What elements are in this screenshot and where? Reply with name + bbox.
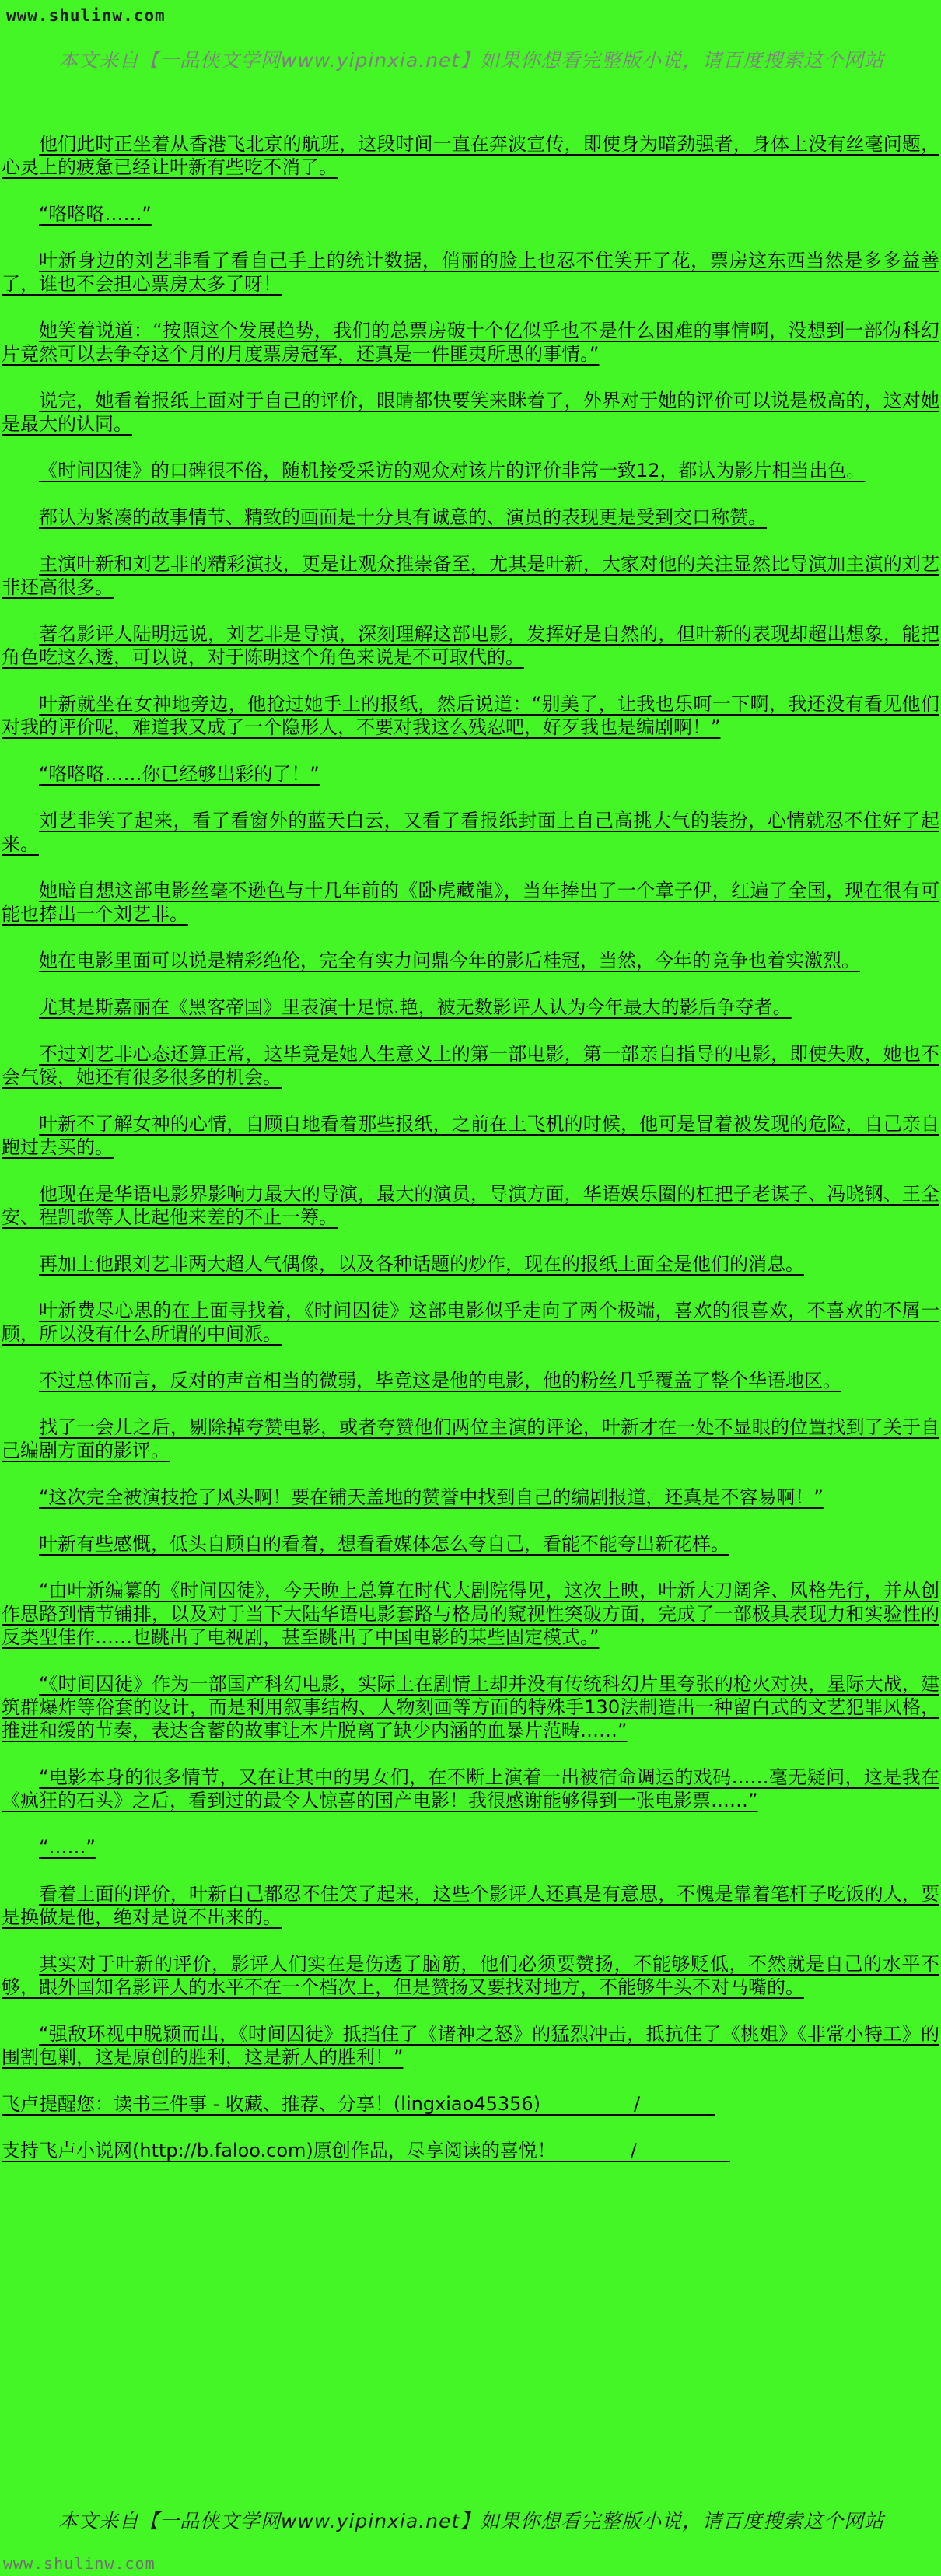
- site-url-bottom: www.shulinw.com: [3, 2554, 156, 2573]
- notice-trail-underline: /: [555, 2140, 730, 2161]
- novel-paragraph: “电影本身的很多情节，又在让其中的男女们，在不断上演着一出被宿命调运的戏码……毫无疑问，这是我在《疯狂的石头》之后，看到过的最令人惊喜的国产电影！我很感谢能够得到一张电影票……”: [2, 1766, 939, 1811]
- novel-paragraph: “咯咯咯……你已经够出彩的了！”: [39, 763, 320, 785]
- novel-paragraph: 刘艺非笑了起来，看了看窗外的蓝天白云，又看了看报纸封面上自己高挑大气的装扮，心情就忍不住好了起来。: [2, 810, 939, 855]
- novel-paragraph: “强敌环视中脱颖而出，《时间囚徒》抵挡住了《诸神之怒》的猛烈冲击，抵抗住了《桃姐》《非常小特工》的围割包剿，这是原创的胜利，这是新人的胜利！”: [2, 2023, 939, 2068]
- novel-paragraph: 找了一会儿之后，剔除掉夸赞电影，或者夸赞他们两位主演的评论，叶新才在一处不显眼的位置找到了关于自己编剧方面的影评。: [2, 1416, 939, 1461]
- novel-paragraph: 看着上面的评价，叶新自己都忍不住笑了起来，这些个影评人还真是有意思，不愧是靠着笔杆子吃饭的人，要是换做是他，绝对是说不出来的。: [2, 1883, 939, 1928]
- novel-paragraph: “《时间囚徒》作为一部国产科幻电影，实际上在剧情上却并没有传统科幻片里夸张的枪火对决，星际大战，建筑群爆炸等俗套的设计，而是利用叙事结构、人物刻画等方面的特殊手130法制造出一种留白式的文艺犯罪风格，推进和缓的节奏，表达含蓄的故事让本片脱离了缺少内涵的血暴片范畴……”: [2, 1673, 939, 1741]
- novel-paragraph: 说完，她看着报纸上面对于自己的评价，眼睛都快要笑来眯着了，外界对于她的评价可以说是极高的，这对她是最大的认同。: [2, 390, 939, 435]
- novel-paragraph: “咯咯咯……”: [39, 203, 152, 225]
- novel-paragraph: 主演叶新和刘艺非的精彩演技，更是让观众推崇备至，尤其是叶新，大家对他的关注显然比导演加主演的刘艺非还高很多。: [2, 553, 939, 598]
- novel-paragraph: 她笑着说道：“按照这个发展趋势，我们的总票房破十个亿似乎也不是什么困难的事情啊，没想到一部伪科幻片竟然可以去争夺这个月的月度票房冠军，还真是一件匪夷所思的事情。”: [2, 320, 939, 365]
- watermark-bottom: 本文来自【一品侠文学网www.yipinxia.net】如果你想看完整版小说，请百度搜索这个网站: [58, 2510, 885, 2532]
- novel-paragraph: 著名影评人陆明远说，刘艺非是导演，深刻理解这部电影，发挥好是自然的，但叶新的表现却超出想象，能把角色吃这么透，可以说，对于陈明这个角色来说是不可取代的。: [2, 623, 939, 668]
- novel-paragraph: 叶新就坐在女神地旁边，他抢过她手上的报纸，然后说道：“别美了，让我也乐呵一下啊，我还没有看见他们对我的评价呢，难道我又成了一个隐形人，不要对我这么残忍吧，好歹我也是编剧啊！”: [2, 693, 939, 738]
- notice-line: [0, 2139, 941, 2162]
- notice-trail-underline: /: [540, 2093, 715, 2115]
- novel-paragraph: 他现在是华语电影界影响力最大的导演，最大的演员，导演方面，华语娱乐圈的杠把子老谋子、冯晓钢、王全安、程凯歌等人比起他来差的不止一筹。: [2, 1183, 939, 1228]
- novel-paragraph: 不过刘艺非心态还算正常，这毕竟是她人生意义上的第一部电影，第一部亲自指导的电影，即使失败，她也不会气馁，她还有很多很多的机会。: [2, 1043, 939, 1088]
- watermark-top: 本文来自【一品侠文学网www.yipinxia.net】如果你想看完整版小说，请百度搜索这个网站: [58, 49, 885, 72]
- novel-paragraph: 其实对于叶新的评价，影评人们实在是伤透了脑筋，他们必须要赞扬，不能够贬低，不然就是自己的水平不够，跟外国知名影评人的水平不在一个档次上，但是赞扬又要找对地方，不能够牛头不对马嘴的。: [2, 1953, 939, 1998]
- novel-paragraph: 都认为紧凑的故事情节、精致的画面是十分具有诚意的、演员的表现更是受到交口称赞。: [39, 506, 767, 528]
- novel-paragraph: “由叶新编纂的《时间囚徒》，今天晚上总算在时代大剧院得见，这次上映，叶新大刀阔斧、风格先行，并从创作思路到情节铺排，以及对于当下大陆华语电影套路与格局的窥视性突破方面，完成了一部极具表现力和实验性的反类型佳作……也跳出了电视剧，甚至跳出了中国电影的某些固定模式。”: [2, 1580, 939, 1648]
- novel-paragraph: 叶新不了解女神的心情，自顾自地看着那些报纸，之前在上飞机的时候，他可是冒着被发现的危险，自己亲自跑过去买的。: [2, 1113, 939, 1158]
- novel-paragraph: 再加上他跟刘艺非两大超人气偶像，以及各种话题的炒作，现在的报纸上面全是他们的消息。: [39, 1253, 804, 1275]
- site-url-top: www.shulinw.com: [6, 6, 166, 25]
- novel-paragraph: “……”: [39, 1836, 96, 1858]
- novel-paragraph: 叶新有些感慨，低头自顾自的看着，想看看媒体怎么夸自己，看能不能夸出新花样。: [39, 1533, 729, 1555]
- novel-content: [0, 132, 941, 2186]
- notice-line: [0, 2092, 941, 2116]
- novel-paragraph: 她在电影里面可以说是精彩绝伦，完全有实力问鼎今年的影后桂冠，当然，今年的竞争也着实激烈。: [39, 950, 860, 971]
- novel-paragraph: 不过总体而言，反对的声音相当的微弱，毕竟这是他的电影，他的粉丝几乎覆盖了整个华语地区。: [39, 1370, 841, 1391]
- novel-paragraph: 叶新费尽心思的在上面寻找着，《时间囚徒》这部电影似乎走向了两个极端，喜欢的很喜欢，不喜欢的不屑一顾，所以没有什么所谓的中间派。: [2, 1300, 939, 1345]
- novel-paragraph: 叶新身边的刘艺非看了看自己手上的统计数据，俏丽的脸上也忍不住笑开了花，票房这东西当然是多多益善了，谁也不会担心票房太多了呀！: [2, 250, 939, 295]
- novel-paragraph: 《时间囚徒》的口碑很不俗，随机接受采访的观众对该片的评价非常一致12，都认为影片相当出色。: [39, 460, 866, 481]
- notice-text: 飞卢提醒您：读书三件事 - 收藏、推荐、分享！(lingxiao45356): [2, 2093, 541, 2115]
- novel-paragraph: 他们此时正坐着从香港飞北京的航班，这段时间一直在奔波宣传，即使身为暗劲强者，身体上没有丝毫问题，心灵上的疲惫已经让叶新有些吃不消了。: [2, 133, 939, 178]
- novel-paragraph: 她暗自想这部电影丝毫不逊色与十几年前的《卧虎藏龍》，当年捧出了一个章子伊，红遍了全国，现在很有可能也捧出一个刘艺非。: [2, 880, 939, 925]
- novel-paragraph: “这次完全被演技抢了风头啊！要在铺天盖地的赞誉中找到自己的编剧报道，还真是不容易啊！”: [39, 1486, 824, 1508]
- notice-text: 支持飞卢小说网(http://b.faloo.com)原创作品，尽享阅读的喜悦！: [2, 2140, 556, 2161]
- novel-paragraph: 尤其是斯嘉丽在《黑客帝国》里表演十足惊.艳，被无数影评人认为今年最大的影后争夺者。: [39, 996, 792, 1018]
